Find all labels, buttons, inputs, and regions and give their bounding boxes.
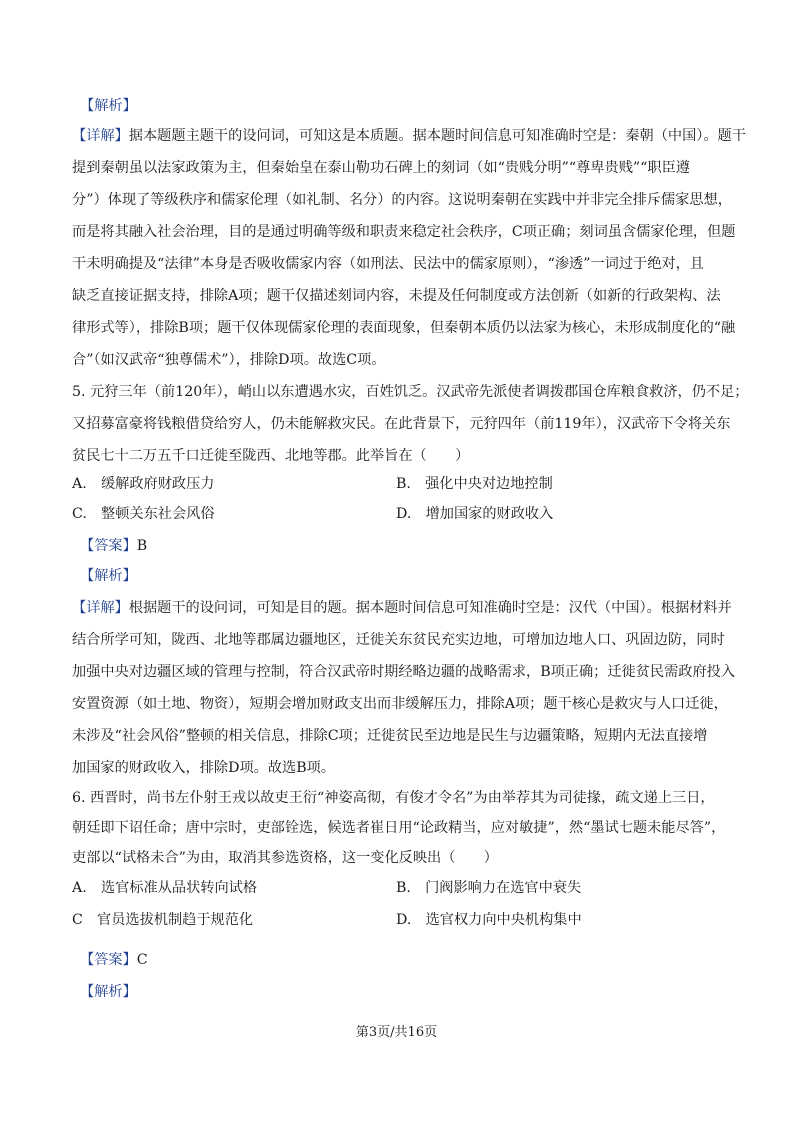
answer-value: B	[136, 538, 148, 554]
option-b: B. 强化中央对边地控制	[396, 476, 553, 492]
question-stem-line: 5. 元狩三年（前120年），峭山以东遭遇水灾，百姓饥乏。汉武帝先派使者调拨郡国仓库粮食救济，仍不足；	[72, 384, 749, 400]
analysis-line: 加国家的财政收入，排除D项。故选B项。	[72, 760, 335, 776]
question-stem-line: 贫民七十二万五千口迁徙至陇西、北地等郡。此举旨在（ ）	[72, 448, 470, 464]
analysis-tag: 【解析】	[80, 568, 137, 584]
analysis-tag: 【解析】	[80, 98, 137, 114]
analysis-line: 缺乏直接证据支持，排除A项；题干仅描述刻词内容，未提及任何制度或方法创新（如新的行政架构、法	[72, 288, 721, 304]
option-d: D. 增加国家的财政收入	[396, 506, 554, 522]
analysis-line: 律形式等），排除B项；题干仅体现儒家伦理的表面现象，但秦朝本质仍以法家为核心，未形成制度化的“融	[72, 320, 736, 336]
option-a: A. 缓解政府财政压力	[72, 476, 215, 492]
analysis-tag: 【解析】	[80, 984, 137, 1000]
answer-line	[80, 950, 148, 970]
analysis-line: 未涉及“社会风俗”整顿的相关信息，排除C项；迁徙贫民至边地是民生与边疆策略，短期内无法直接增	[72, 728, 708, 744]
analysis-line: 结合所学可知，陇西、北地等郡属边疆地区，迁徙关东贫民充实边地，可增加边地人口、巩固边防，同时	[72, 632, 725, 648]
analysis-line: 干未明确提及“法律”本身是否吸收儒家内容（如刑法、民法中的儒家原则），“渗透”一词过于绝对，且	[72, 256, 704, 272]
question-stem-line: 又招募富豪将钱粮借贷给穷人，仍未能解救灾民。在此背景下，元狩四年（前119年），汉武帝下令将关东	[72, 416, 731, 432]
page-number: 第3页/共16页	[355, 1025, 438, 1040]
analysis-line: 而是将其融入社会治理，目的是通过明确等级和职责来稳定社会秩序，C项正确；刻词虽含儒家伦理，但题	[72, 224, 736, 240]
analysis-line: 安置资源（如土地、物资），短期会增加财政支出而非缓解压力，排除A项；题干核心是救灾与人口迁徙，	[72, 696, 728, 712]
question-stem-line: 朝廷即下诏任命；唐中宗时，吏部铨选，候选者崔日用“论政精当，应对敏捷”，然“墨试七题未能尽答”，	[72, 820, 726, 836]
question-stem-line: 6. 西晋时，尚书左仆射王戎以故吏王衍“神姿高彻，有俊才令名”为由举荐其为司徒掾，疏文递上三日，	[72, 790, 715, 806]
question-stem-line: 吏部以“试格未合”为由，取消其参选资格，这一变化反映出（ ）	[72, 850, 498, 866]
answer-tag: 【答案】	[80, 952, 137, 968]
analysis-line	[72, 126, 746, 146]
answer-value: C	[136, 952, 148, 968]
detail-tag: 【详解】	[72, 128, 129, 144]
option-a: A. 选官标准从品状转向试格	[72, 880, 258, 896]
analysis-line: 分”）体现了等级秩序和儒家伦理（如礼制、名分）的内容。这说明秦朝在实践中并非完全排斥儒家思想，	[72, 192, 732, 208]
option-c: C. 整顿关东社会风俗	[72, 506, 215, 522]
answer-tag: 【答案】	[80, 538, 137, 554]
option-b: B. 门阀影响力在选官中衰失	[396, 880, 582, 896]
analysis-line: 加强中央对边疆区域的管理与控制，符合汉武帝时期经略边疆的战略需求，B项正确；迁徙贫民需政府投入	[72, 664, 736, 680]
option-d: D. 选官权力向中央机构集中	[396, 912, 582, 928]
answer-line	[80, 536, 147, 556]
analysis-text: 根据题干的设问词，可知是目的题。据本题时间信息可知准确时空是：汉代（中国）。根据材料并	[128, 600, 732, 616]
analysis-line	[72, 598, 732, 618]
analysis-text: 据本题题主题干的设问词，可知这是本质题。据本题时间信息可知准确时空是：秦朝（中国）。题干	[128, 128, 746, 144]
analysis-line: 提到秦朝虽以法家政策为主，但秦始皇在泰山勒功石碑上的刻词（如“贵贱分明”“尊卑贵贱”“职臣遵	[72, 160, 690, 176]
detail-tag: 【详解】	[72, 600, 129, 616]
analysis-line: 合”（如汉武帝“独尊儒术”），排除D项。故选C项。	[72, 352, 386, 368]
option-c: C 官员选拔机制趋于规范化	[72, 912, 254, 928]
